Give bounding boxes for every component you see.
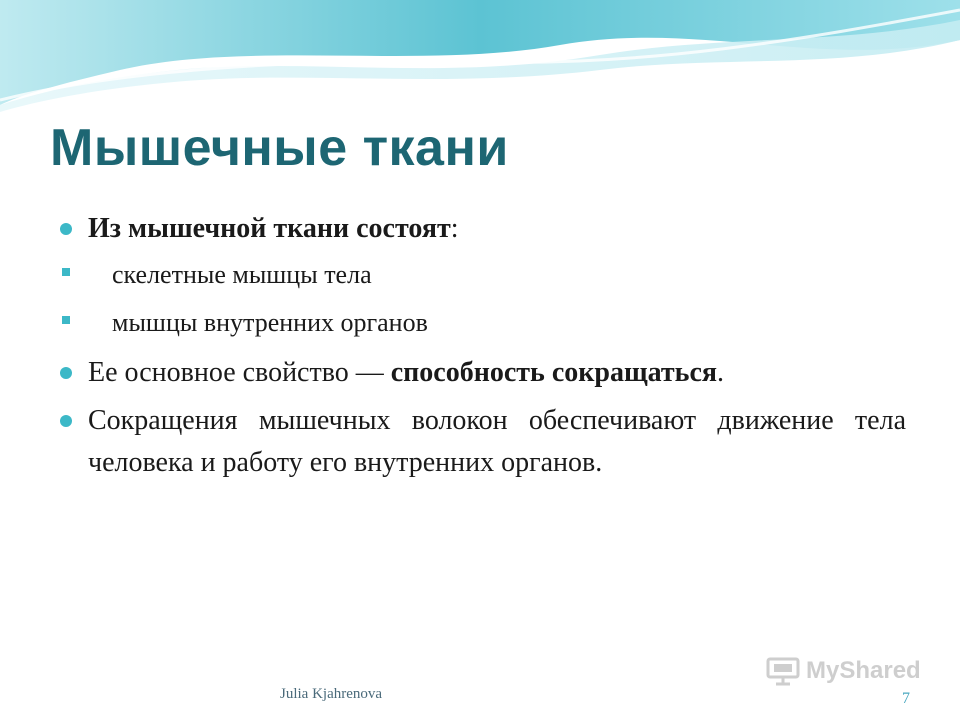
sub-bullet-item [58, 304, 906, 342]
sub-bullet-item [58, 256, 906, 294]
bullet-text: : [450, 213, 459, 244]
bullet-dot-icon [60, 223, 72, 235]
watermark-text: MyShared [806, 657, 921, 684]
bullet-square-icon [62, 268, 70, 276]
watermark [766, 656, 921, 686]
bullet-text-bold: способность сокращаться [390, 357, 718, 388]
bullet-text-bold: Из мышечной ткани состоят [88, 213, 451, 244]
bullet-text: . [717, 357, 725, 388]
presentation-icon [766, 656, 800, 686]
bullet-dot-icon [60, 415, 72, 427]
bullet-item [58, 400, 906, 484]
bullet-list [58, 208, 906, 490]
header-wave [0, 0, 960, 120]
slide-title: Мышечные ткани [50, 119, 509, 177]
bullet-text: Сокращения мышечных волокон обеспечивают движение тела человека и работу его внутренних органов. [88, 405, 906, 478]
bullet-square-icon [62, 316, 70, 324]
bullet-item [58, 352, 906, 394]
bullet-text: Ее основное свойство — [88, 357, 391, 388]
bullet-item [58, 208, 906, 250]
bullet-text: мышцы внутренних органов [112, 308, 428, 337]
page-number: 7 [902, 690, 910, 707]
bullet-text: скелетные мышцы тела [112, 260, 372, 289]
bullet-dot-icon [60, 367, 72, 379]
footer-author: Julia Kjahrenova [280, 686, 383, 702]
